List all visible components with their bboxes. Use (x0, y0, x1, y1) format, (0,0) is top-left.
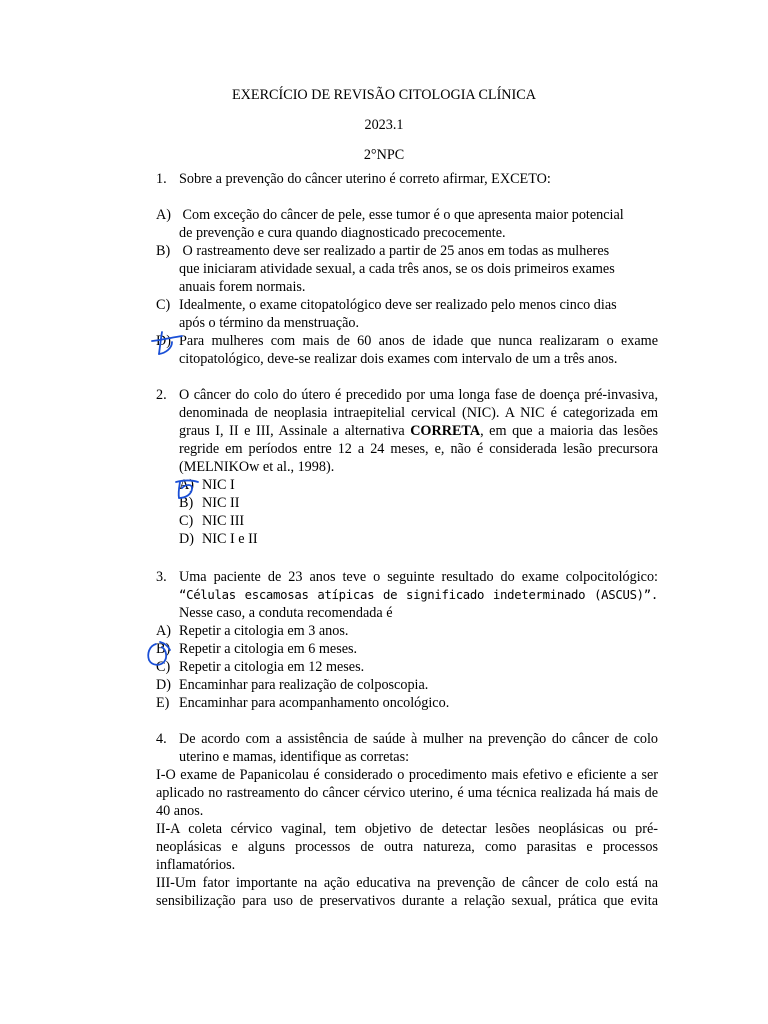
option-d (156, 676, 658, 694)
option-text: NIC II (202, 495, 240, 511)
option-text: NIC I (202, 477, 235, 493)
handwritten-circle-q3-b (146, 640, 178, 668)
question-number: 4. (156, 731, 167, 747)
option-text-line: de prevenção e cura quando diagnosticado precocemente. (179, 225, 506, 241)
option-e (156, 694, 658, 712)
question-text-continued: Nesse caso, a conduta recomendada é (179, 605, 393, 621)
statement-i: I-O exame de Papanicolau é considerado o procedimento mais efetivo e eficiente a ser aplicado no rastreamento do câncer cérvico uterino, é uma técnica realizada há mais de 40 anos. (156, 767, 658, 819)
option-label: A) (179, 477, 194, 493)
option-c (179, 512, 658, 530)
option-a (179, 476, 658, 494)
option-label: B) (156, 641, 171, 657)
option-label: E) (156, 695, 170, 711)
question-text: De acordo com a assistência de saúde à mulher na prevenção do câncer de colo uterino e mamas, identifique as corretas: (179, 731, 658, 765)
option-c (156, 658, 658, 676)
question-number: 3. (156, 569, 167, 585)
option-label: C) (156, 297, 171, 313)
question-3-stem (156, 568, 658, 622)
option-text-line: Para mulheres com mais de 60 anos de idade que nunca realizaram o exame (179, 333, 658, 349)
option-c (156, 296, 658, 332)
option-text-line: Com exceção do câncer de pele, esse tumor é o que apresenta maior potencial (179, 207, 624, 223)
option-text-line: citopatológico, deve-se realizar dois exames com intervalo de um a três anos. (179, 351, 618, 367)
question-number: 1. (156, 171, 167, 187)
option-label: B) (179, 495, 194, 511)
statement-iii: III-Um fator importante na ação educativa na prevenção de câncer de colo está na sensibilização para uso de preservativos durante a relação sexual, prática que evita (156, 875, 658, 909)
exam-label: 2°NPC (363, 147, 405, 163)
option-label: A) (156, 207, 171, 223)
semester-label: 2023.1 (364, 117, 404, 133)
option-text-line: Idealmente, o exame citopatológico deve ser realizado pelo menos cinco dias (179, 297, 617, 313)
option-a (156, 206, 658, 242)
question-3 (156, 568, 658, 712)
option-text: Encaminhar para realização de colposcopia. (179, 677, 429, 693)
question-text: Uma paciente de 23 anos teve o seguinte resultado do exame colpocitológico: (179, 569, 658, 585)
option-b (179, 494, 658, 512)
option-d (179, 530, 658, 548)
handwritten-check-q2-a (172, 476, 206, 502)
option-b (156, 242, 658, 296)
document-title: EXERCÍCIO DE REVISÃO CITOLOGIA CLÍNICA (232, 87, 536, 103)
handwritten-check-q1-d (150, 328, 190, 358)
option-text: Repetir a citologia em 3 anos. (179, 623, 349, 639)
question-4-stem (156, 730, 658, 766)
option-text: NIC I e II (202, 531, 258, 547)
question-2-stem (156, 386, 658, 476)
option-label: C) (156, 659, 171, 675)
option-label: D) (156, 333, 171, 349)
option-label: D) (156, 677, 171, 693)
option-text: Repetir a citologia em 12 meses. (179, 659, 365, 675)
option-text: Encaminhar para acompanhamento oncológico. (179, 695, 450, 711)
question-1 (156, 170, 658, 368)
option-label: B) (156, 243, 171, 259)
option-label: A) (156, 623, 171, 639)
question-1-stem (156, 170, 658, 188)
question-2 (156, 386, 658, 548)
option-text-line: que iniciaram atividade sexual, a cada três anos, se os dois primeiros exames (179, 261, 615, 277)
option-text-line: anuais forem normais. (179, 279, 306, 295)
option-label: C) (179, 513, 194, 529)
question-text: O câncer do colo do útero é precedido por uma longa fase de doença pré-invasiva, denominada de neoplasia intraepitelial cervical (NIC). A NIC é categorizada em graus I, II e III, Assinale a alternativa (179, 387, 658, 439)
option-text: Repetir a citologia em 6 meses. (179, 641, 358, 657)
option-text: NIC III (202, 513, 245, 529)
option-b (156, 640, 658, 658)
option-a (156, 622, 658, 640)
question-text: Sobre a prevenção do câncer uterino é correto afirmar, EXCETO: (179, 171, 551, 187)
option-text-line: O rastreamento deve ser realizado a partir de 25 anos em todas as mulheres (179, 243, 610, 259)
option-label: D) (179, 531, 194, 547)
question-4 (156, 730, 658, 910)
result-quote: “Células escamosas atípicas de significado indeterminado (ASCUS)”. (179, 588, 658, 602)
option-d (156, 332, 658, 368)
emphasis-text: CORRETA (410, 423, 481, 439)
question-number: 2. (156, 387, 167, 403)
question-text-continued: , em que a maioria das lesões regride em períodos entre 12 a 24 meses, e, não é considerada lesão precursora (MELNIKOw et al., 1998). (179, 423, 659, 475)
option-text-line: após o término da menstruação. (179, 315, 360, 331)
statement-ii: II-A coleta cérvico vaginal, tem objetivo de detectar lesões neoplásicas ou pré-neoplásicas e alguns processos de outra natureza, como parasitas e processos inflamatórios. (156, 821, 658, 873)
